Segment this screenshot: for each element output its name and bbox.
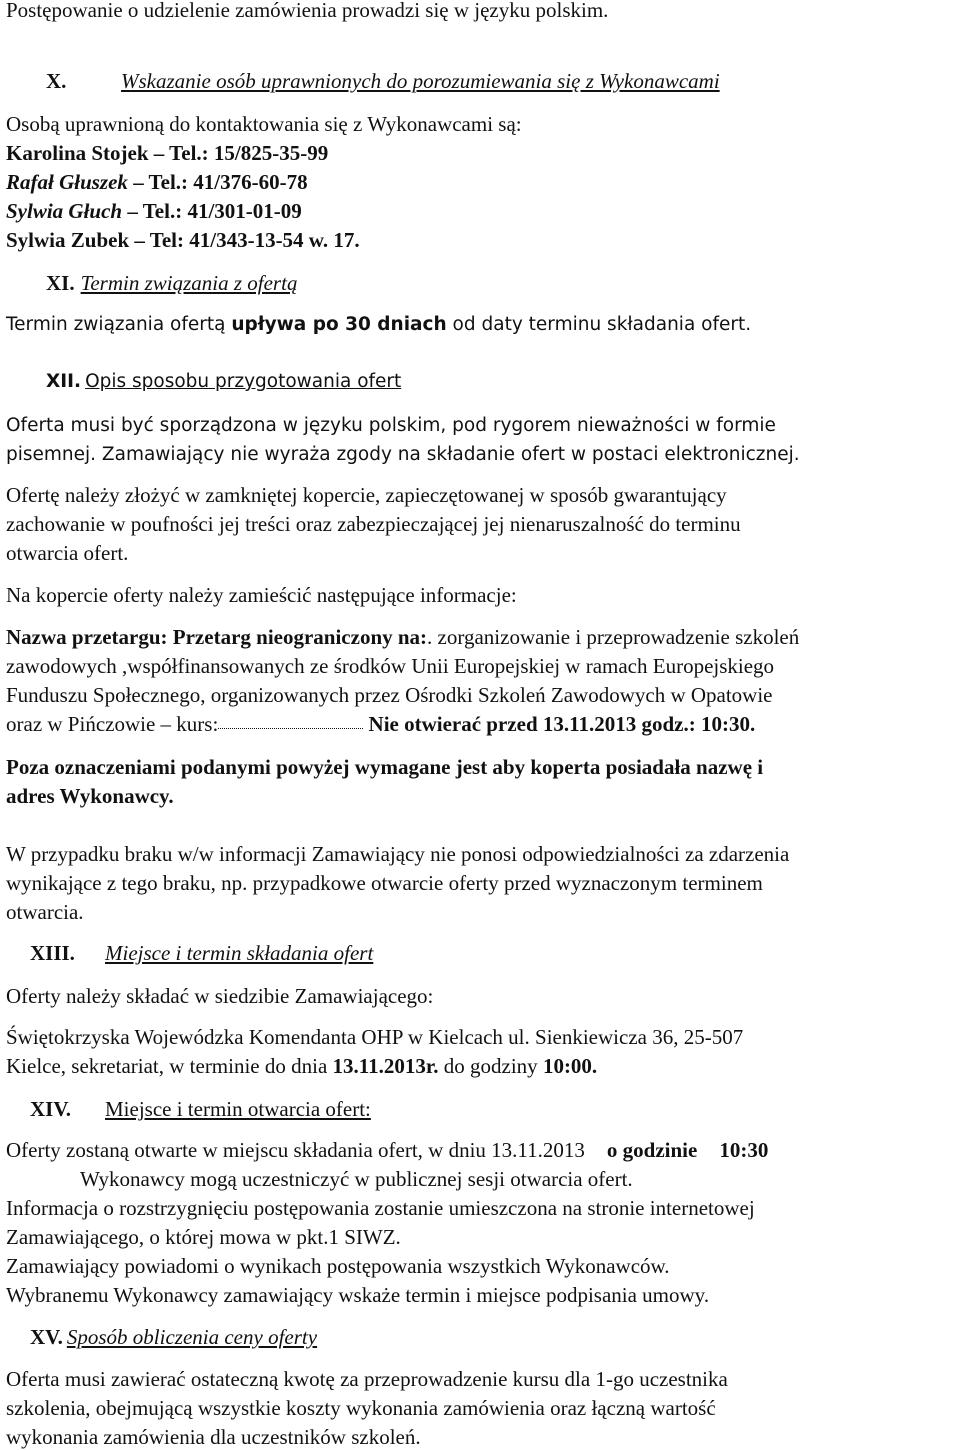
envelope-warning: Nie otwierać przed 13.11.2013 godz.: 10:30.	[368, 712, 756, 736]
contact-phone: – Tel.: 15/825-35-99	[153, 141, 329, 165]
paragraph-line: Zamawiający powiadomi o wynikach postępowania wszystkich Wykonawców.	[6, 1254, 670, 1278]
section-x-title: Wskazanie osób uprawnionych do porozumiewania się z Wykonawcami	[121, 69, 720, 93]
text-segment: Termin związania ofertą	[6, 314, 226, 335]
envelope-label: Nazwa przetargu: Przetarg nieograniczony na:	[6, 625, 428, 649]
paragraph-line: Oferta musi być sporządzona w języku polskim, pod rygorem nieważności w formie	[6, 415, 776, 436]
contact-name: Rafał Głuszek	[6, 170, 128, 194]
paragraph-line	[6, 1137, 768, 1163]
section-x-lead: Osobą uprawnioną do kontaktowania się z Wykonawcami są:	[6, 112, 522, 136]
envelope-line: zawodowych ,współfinansowanych ze środków Unii Europejskiej w ramach Europejskiego	[6, 654, 775, 678]
section-xii-title: Opis sposobu przygotowania ofert	[85, 371, 402, 392]
contact-row	[6, 140, 328, 166]
paragraph-line: pisemnej. Zamawiający nie wyraża zgody na składanie ofert w postaci elektronicznej.	[6, 444, 800, 465]
contact-name: Sylwia Zubek	[6, 228, 130, 252]
section-xiii-title: Miejsce i termin składania ofert	[105, 941, 374, 965]
section-xv-heading	[30, 1324, 317, 1350]
text-segment-bold: upływa po 30 dniach	[231, 314, 447, 335]
paragraph-line: Wybranemu Wykonawcy zamawiający wskaże termin i miejsce podpisania umowy.	[6, 1283, 710, 1307]
bold-notice-line: adres Wykonawcy.	[6, 784, 174, 808]
envelope-line	[6, 711, 755, 737]
section-xv-number: XV.	[30, 1325, 63, 1349]
text-segment: Kielce, sekretariat, w terminie do dnia	[6, 1054, 328, 1078]
paragraph-line	[6, 1053, 597, 1079]
section-xiii-number: XIII.	[30, 941, 75, 965]
text-segment-bold: 10:00.	[542, 1054, 598, 1078]
bold-notice-line: Poza oznaczeniami podanymi powyżej wymagane jest aby koperta posiadała nazwę i	[6, 755, 764, 779]
envelope-line	[6, 624, 799, 650]
contact-phone: – Tel.: 41/376-60-78	[133, 170, 308, 194]
contact-name: Sylwia Głuch	[6, 199, 123, 223]
section-xiv-heading	[30, 1096, 371, 1122]
blank-dots	[218, 714, 363, 729]
section-x-heading	[46, 68, 720, 94]
contact-name: Karolina Stojek	[6, 141, 149, 165]
paragraph-line: wynikające z tego braku, np. przypadkowe otwarcie oferty przed wyznaczonym terminem	[6, 871, 763, 895]
contact-row	[6, 227, 360, 253]
section-xi-text	[6, 312, 751, 338]
text-segment-bold: 10:30	[719, 1138, 769, 1162]
section-xii-heading	[46, 369, 401, 395]
paragraph-line: otwarcia ofert.	[6, 541, 129, 565]
paragraph-line: Świętokrzyska Wojewódzka Komendanta OHP w Kielcach ul. Sienkiewicza 36, 25-507	[6, 1025, 744, 1049]
paragraph-line: Oferty należy składać w siedzibie Zamawiającego:	[6, 984, 434, 1008]
paragraph-line: zachowanie w poufności jej treści oraz zabezpieczającej jej nienaruszalność do terminu	[6, 512, 741, 536]
section-xi-title: Termin związania z ofertą	[80, 271, 298, 295]
paragraph-line: Na kopercie oferty należy zamieścić następujące informacje:	[6, 583, 517, 607]
section-xiii-heading	[30, 940, 373, 966]
text-segment-bold: 13.11.2013r.	[332, 1054, 439, 1078]
text-segment: Oferty zostaną otwarte w miejscu składania ofert, w dniu 13.11.2013	[6, 1138, 585, 1162]
section-xiv-title: Miejsce i termin otwarcia ofert:	[105, 1097, 371, 1121]
text-segment: do godziny	[443, 1054, 538, 1078]
section-xiv-number: XIV.	[30, 1097, 72, 1121]
section-x-number: X.	[46, 69, 67, 93]
section-xi-number: XI.	[46, 271, 75, 295]
paragraph-line: szkolenia, obejmującą wszystkie koszty wykonania zamówienia oraz łączną wartość	[6, 1396, 716, 1420]
paragraph-line: Ofertę należy złożyć w zamkniętej kopercie, zapieczętowanej w sposób gwarantujący	[6, 483, 727, 507]
contact-phone: – Tel: 41/343-13-54 w. 17.	[134, 228, 360, 252]
text-segment-bold: o godzinie	[606, 1138, 698, 1162]
paragraph-line: otwarcia.	[6, 900, 84, 924]
contact-row	[6, 169, 308, 195]
paragraph-line: Informacja o rozstrzygnięciu postępowania zostanie umieszczona na stronie internetowej	[6, 1196, 755, 1220]
section-xii-number: XII.	[46, 371, 82, 392]
paragraph-line: wykonania zamówienia dla uczestników szkoleń.	[6, 1425, 421, 1449]
paragraph-line: Zamawiającego, o której mowa w pkt.1 SIWZ.	[6, 1225, 401, 1249]
paragraph-line: W przypadku braku w/w informacji Zamawiający nie ponosi odpowiedzialności za zdarzenia	[6, 842, 790, 866]
section-xv-title: Sposób obliczenia ceny oferty	[66, 1325, 318, 1349]
contact-phone: – Tel.: 41/301-01-09	[127, 199, 302, 223]
text-segment: od daty terminu składania ofert.	[452, 314, 752, 335]
paragraph-line: Wykonawcy mogą uczestniczyć w publicznej sesji otwarcia ofert.	[80, 1167, 633, 1191]
envelope-text: oraz w Pińczowie – kurs:	[6, 712, 219, 736]
contact-row	[6, 198, 302, 224]
paragraph-line: Oferta musi zawierać ostateczną kwotę za przeprowadzenie kursu dla 1-go uczestnika	[6, 1367, 728, 1391]
envelope-text: . zorganizowanie i przeprowadzenie szkoleń	[427, 625, 800, 649]
intro-line: Postępowanie o udzielenie zamówienia prowadzi się w języku polskim.	[6, 0, 609, 22]
section-xi-heading	[46, 270, 297, 296]
envelope-line: Funduszu Społecznego, organizowanych przez Ośrodki Szkoleń Zawodowych w Opatowie	[6, 683, 773, 707]
